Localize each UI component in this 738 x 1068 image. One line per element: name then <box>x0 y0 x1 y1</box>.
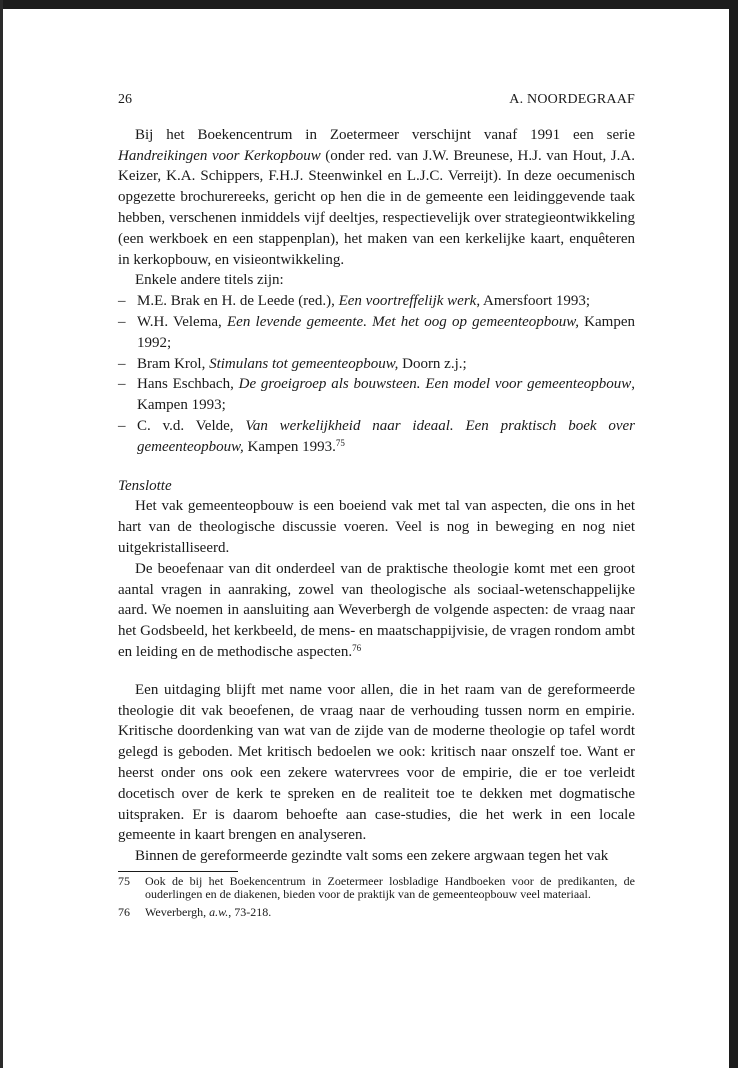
paragraph-other-titles: Enkele andere titels zijn: <box>135 272 284 289</box>
scan-edge-right <box>729 0 738 1068</box>
list-item: – W.H. Velema, Een levende gemeente. Met het oog op gemeenteopbouw, Kampen 1992; <box>118 312 635 354</box>
footnote <box>118 906 635 920</box>
footnote <box>118 875 635 902</box>
footnote-rule <box>118 871 238 872</box>
footnotes <box>118 875 635 920</box>
footnote-number: 76 <box>118 904 130 919</box>
book-page <box>118 90 635 923</box>
scan-edge-top <box>0 0 738 9</box>
list-item: – M.E. Brak en H. de Leede (red.), Een voortreffelijk werk, Amersfoort 1993; <box>118 291 635 312</box>
footnote-ref-75: 75 <box>335 437 345 448</box>
title-list <box>118 291 635 457</box>
paragraph-handreikingen <box>118 125 635 271</box>
running-title: A. NOORDEGRAAF <box>509 92 635 107</box>
series-title: Handreikingen voor Kerkopbouw <box>118 147 321 164</box>
paragraph-aspects: De beoefenaar van dit onderdeel van de praktische theologie komt met een groot aantal vragen in aanraking, zowel van theologische als sociaal-wetenschappelijke aard. We noemen in aansluiting aan Weverbergh de volgende aspecten: de vraag naar het Godsbeeld, het kerkbeeld, de mens- en maatschappijvisie, de vragen rondom ambt en leiding en de methodische aspecten.$^{76}$ <box>118 560 635 660</box>
footnote-text: Weverbergh, a.w., 73-218. <box>145 904 272 919</box>
page-number: 26 <box>118 92 132 107</box>
footnote-text: Ook de bij het Boekencentrum in Zoetermeer losbladige Handboeken voor de predikanten, de ouderlingen en de diakenen, bieden voor de praktijk van de gemeenteopbouw veel materiaal. <box>145 873 635 902</box>
footnote-number: 75 <box>118 873 130 888</box>
list-item: – Hans Eschbach, De groeigroep als bouwsteen. Een model voor gemeenteopbouw, Kampen 1993; <box>118 374 635 416</box>
para1-text-c: (onder red. van J.W. Breunese, H.J. van Hout, J.A. Keizer, K.A. Schippers, F.H.J. Steenwinkel en L.J.C. Verreijt). In deze oecumenisch opgezette brochurereeks, gericht op hen die in de gemeente een leidinggevende taak hebben, verschenen inmiddels vijf deeltjes, respectievelijk over strategieontwikkeling (een werkboek en een stappenplan), het maken van een kerkelijke kaart, enquêteren in kerkopbouw, en visieontwikkeling. <box>118 147 635 268</box>
running-header <box>118 90 635 111</box>
scan-edge-left <box>0 0 3 1068</box>
list-item: – C. v.d. Velde, Van werkelijkheid naar ideaal. Een praktisch boek over gemeenteopbouw, Kampen 1993.75 <box>118 416 635 458</box>
paragraph-norm-empirie: Een uitdaging blijft met name voor allen, die in het raam van de gereformeerde theologie dit vak beoefenen, de vraag naar de verhouding tussen norm en empirie. Kritische doordenking van wat van de zijde van de moderne theologie op tafel wordt gelegd is geboden. Met kritisch bedoelen we ook: kritisch naar onszelf toe. Want er heerst onder ons ook een zekere watervrees voor de empirie, die er toe verleidt docetisch over de kerk te spreken en de realiteit toe te dekken met dogmatische uitspraken. Er is daarom behoefte aan case-studies, die het werk in een locale gemeente in kaart brengen en analyseren. <box>118 681 635 844</box>
paragraph-gap <box>118 663 635 680</box>
paragraph-argwaan: Binnen de gereformeerde gezindte valt soms een zekere argwaan tegen het vak <box>135 848 609 865</box>
para1-text-a: Bij het Boekencentrum in Zoetermeer verschijnt vanaf 1991 een serie <box>135 126 635 143</box>
section-heading: Tenslotte <box>118 477 172 494</box>
list-item: – Bram Krol, Stimulans tot gemeenteopbouw, Doorn z.j.; <box>118 354 635 375</box>
paragraph-tenslotte: Het vak gemeenteopbouw is een boeiend vak met tal van aspecten, die ons in het hart van de theologische discussie voeren. Veel is nog in beweging en nog niet uitgekristalliseerd. <box>118 498 635 556</box>
footnote-ref-76: 76 <box>352 642 362 653</box>
